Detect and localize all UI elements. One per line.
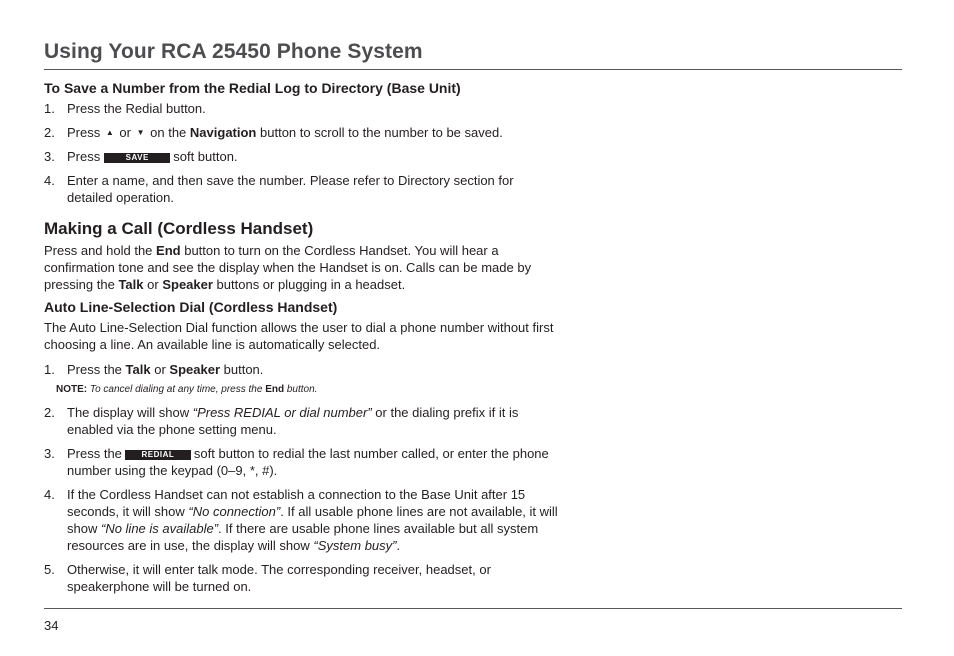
step-text-rest: button to scroll to the number to be saved. xyxy=(260,125,503,140)
display-quote: “No line is available” xyxy=(100,521,219,536)
footer-rule xyxy=(44,608,902,609)
step-text: Enter a name, and then save the number. Please refer to Directory section for detailed operation. xyxy=(67,173,514,205)
header-rule xyxy=(44,69,902,70)
auto-dial-intro: The Auto Line-Selection Dial function allows the user to dial a phone number without first choosing a line. An available line is automatically selected. xyxy=(44,320,554,352)
talk-term: Talk xyxy=(125,362,151,377)
text-run: button to turn on the Cordless Handset. You will hear a confirmation tone and see the display when the Handset is on. Calls can be made by pressing the xyxy=(44,243,532,292)
speaker-term: Speaker xyxy=(169,362,221,377)
save-steps-list xyxy=(44,100,559,206)
auto-dial-step-2 xyxy=(44,404,559,438)
page-title: Using Your RCA 25450 Phone System xyxy=(44,40,423,63)
auto-dial-steps-list-cont xyxy=(44,404,559,595)
step-text-on-the: on the xyxy=(150,125,187,140)
display-quote: “Press REDIAL or dial number” xyxy=(192,405,372,420)
step-number: 1. xyxy=(44,362,55,377)
talk-term: Talk xyxy=(118,277,144,292)
text-run: or the dialing prefix if it is enabled via the phone setting menu. xyxy=(67,405,519,437)
making-call-heading: Making a Call (Cordless Handset) xyxy=(44,219,314,238)
text-run: Press the xyxy=(67,362,122,377)
auto-dial-step-4 xyxy=(44,486,559,554)
auto-dial-step-3 xyxy=(44,445,559,479)
save-step-4 xyxy=(44,172,559,206)
speaker-term: Speaker xyxy=(162,277,213,292)
step-number: 4. xyxy=(44,173,55,188)
text-run: or xyxy=(147,277,159,292)
save-softkey-icon: SAVE xyxy=(104,153,170,163)
redial-softkey-icon: REDIAL xyxy=(125,450,191,460)
navigation-term: Navigation xyxy=(189,125,257,140)
step-text: Press the Redial button. xyxy=(67,101,206,116)
text-run: or xyxy=(154,362,166,377)
auto-dial-step-5 xyxy=(44,561,559,595)
step-number: 3. xyxy=(44,446,55,461)
text-run: . xyxy=(396,538,401,553)
save-step-1 xyxy=(44,100,559,117)
step-text: Otherwise, it will enter talk mode. The corresponding receiver, headset, or speakerphone will be turned on. xyxy=(67,562,491,594)
display-quote: “System busy” xyxy=(313,538,397,553)
text-run: Press and hold the xyxy=(44,243,153,258)
save-section-heading: To Save a Number from the Redial Log to Directory (Base Unit) xyxy=(44,80,461,96)
auto-dial-steps-list xyxy=(44,361,559,378)
page-content xyxy=(44,80,559,602)
step-number: 1. xyxy=(44,101,55,116)
text-run: button. xyxy=(223,362,264,377)
text-run: If the Cordless Handset can not establish a connection to the Base Unit after 15 seconds, it will show xyxy=(67,487,526,519)
note-text: To cancel dialing at any time, press the xyxy=(89,384,263,395)
step-number: 2. xyxy=(44,405,55,420)
save-step-3 xyxy=(44,148,559,165)
step-text-rest: soft button. xyxy=(173,149,238,164)
display-quote: “No connection” xyxy=(188,504,281,519)
note-text: button. xyxy=(286,384,318,395)
text-run: Press the xyxy=(67,446,122,461)
auto-dial-step-1 xyxy=(44,361,559,378)
text-run: . If all usable phone lines are not available, it will show xyxy=(67,504,558,536)
cancel-note xyxy=(56,383,559,396)
step-number: 2. xyxy=(44,125,55,140)
text-run: buttons or plugging in a headset. xyxy=(216,277,406,292)
up-arrow-icon: ▲ xyxy=(105,128,114,137)
text-run: soft button to redial the last number called, or enter the phone number using the keypad (0–9, *, #). xyxy=(67,446,549,478)
auto-dial-heading: Auto Line-Selection Dial (Cordless Handset) xyxy=(44,299,338,315)
end-term: End xyxy=(156,243,181,258)
step-number: 5. xyxy=(44,562,55,577)
text-run: The display will show xyxy=(67,405,190,420)
step-text-press: Press xyxy=(67,125,101,140)
text-run: . If there are usable phone lines available but all system resources are in use, the display will show xyxy=(67,521,539,553)
save-step-2 xyxy=(44,124,559,141)
end-term: End xyxy=(265,384,285,395)
step-text-or: or xyxy=(119,125,131,140)
step-text-press: Press xyxy=(67,149,101,164)
step-number: 3. xyxy=(44,149,55,164)
note-label: NOTE: xyxy=(56,384,88,395)
page-number: 34 xyxy=(44,618,59,633)
step-number: 4. xyxy=(44,487,55,502)
down-arrow-icon: ▼ xyxy=(136,128,145,137)
making-call-paragraph xyxy=(44,242,559,293)
